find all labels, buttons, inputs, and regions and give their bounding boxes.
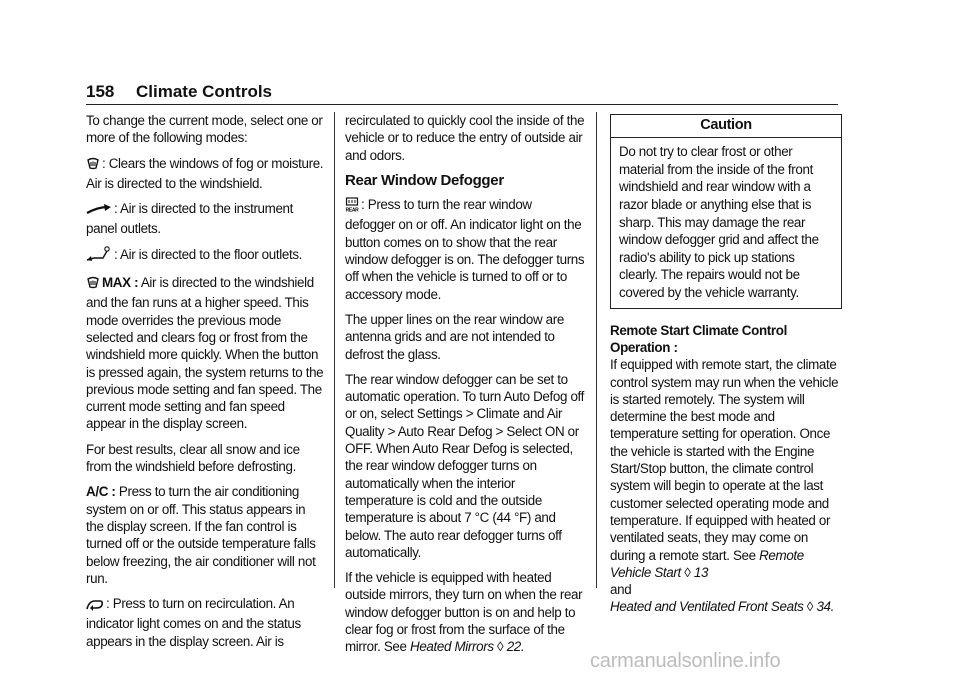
recirculation-text: : Press to turn on recirculation. An indicator light comes on and the status appears in the display screen. Air is [86,596,301,649]
heated-mirrors-link[interactable]: Heated Mirrors [410,639,494,655]
best-results-paragraph: For best results, clear all snow and ice from the windshield before defrosting. [86,441,300,475]
column-1 [86,112,326,658]
column-2 [345,112,585,664]
vent-mode-paragraph [86,200,326,238]
page-ref-icon: ◊ [684,564,691,580]
floor-arrow-icon [86,246,112,266]
heated-seats-link[interactable]: Heated and Ventilated Front Seats [610,599,804,615]
defrost-mode-text: : Clears the windows of fog or moisture. Air is directed to the windshield. [86,155,324,191]
heated-seats-page: 34. [816,599,835,615]
caution-box [610,114,842,309]
rear-defogger-icon [345,197,359,216]
heated-mirrors-page: 22. [506,639,525,655]
remote-start-paragraph [610,356,842,581]
antenna-note: The upper lines on the rear window are antenna grids and are not intended to defrost the glass. [345,311,564,362]
column-3 [610,112,842,616]
svg-text:REAR: REAR [345,207,359,213]
auto-defog-paragraph: The rear window defogger can be set to automatic operation. To turn Auto Defog off or on, select Settings > Climate and Air Quality > Auto Rear Defog > Select ON or OFF. When Auto Rear Defog is selected, the rear window defogger turns on automatically when the interior temperature is cold and the outside temperature is about 7 °C (44 °F) and below. The auto rear defogger turns off automatically. [345,371,585,560]
remote-vehicle-start-page: 13 [693,564,709,580]
remote-vehicle-start-link[interactable]: Remote Vehicle Start [610,547,804,580]
page-header [86,82,838,105]
caution-text: Do not try to clear frost or other material from the inside of the front windshield and rear window with a razor blade or anything else that is sharp. This may damage the rear window defogger grid and affect the radio's ability to pick up stations clearly. The repairs would not be covered by the vehicle warranty. [619,144,819,301]
defrost-icon [86,157,100,175]
ac-paragraph [86,483,326,587]
max-label: MAX : [102,275,139,291]
floor-mode-paragraph [86,246,326,266]
page-number: 158 [86,82,115,101]
ac-label: A/C : [86,484,116,500]
section-title: Climate Controls [136,82,273,101]
rear-defogger-heading: Rear Window Defogger [345,171,504,189]
page-ref-icon: ◊ [806,599,814,615]
max-mode-paragraph [86,274,326,433]
rear-defogger-text: : Press to turn the rear window defogger on or off. An indicator light on the button comes on to show that the rear window defogger is on. The defogger turns off when the vehicle is turned to off or to accessory mode. [345,197,585,302]
recirculation-icon [86,598,104,615]
page-ref-icon: ◊ [497,639,504,655]
max-text: Air is directed to the windshield and the fan runs at a higher speed. This mode overrides the previous mode selected and clears fog or frost from the windshield more quickly. When the button is pressed again, the system returns to the previous mode setting and fan speed. The current mode setting and fan speed appear in the display screen. [86,275,324,432]
recirculation-paragraph [86,595,326,650]
column-divider [596,112,597,588]
remote-start-heading: Remote Start Climate Control Operation : [610,322,787,355]
caution-title: Caution [611,115,841,138]
heated-seats-ref [610,598,842,615]
max-defrost-icon [86,276,100,294]
heated-mirrors-text: If the vehicle is equipped with heated outside mirrors, they turn on when the rear window defogger button is on and help to clear fog or frost from the surface of the mirror. See [345,570,583,655]
ac-text: Press to turn the air conditioning system on or off. This status appears in the display screen. If the fan control is turned off or the outside temperature falls below freezing, the air conditioner will not run. [86,484,316,586]
vent-mode-text: : Air is directed to the instrument panel outlets. [86,201,294,237]
intro-paragraph: To change the current mode, select one or more of the following modes: [86,113,323,146]
remote-start-text: If equipped with remote start, the climate control system may run when the vehicle is started remotely. The system will determine the best mode and temperature setting for operation. Once the vehicle is started with the Engine Start/Stop button, the climate control system will begin to operate at the last customer selected operating mode and temperature. If equipped with heated or ventilated seats, they may come on during a remote start. See [610,357,839,563]
vent-arrow-icon [86,203,112,220]
recirculation-continued: recirculated to quickly cool the inside of the vehicle or to reduce the entry of outside air and odors. [345,113,585,163]
floor-mode-text: : Air is directed to the floor outlets. [114,246,303,262]
rear-defogger-paragraph [345,196,585,303]
and-text: and [610,582,632,598]
watermark: carmanualsonline.info [590,650,781,672]
column-divider [334,112,335,588]
defrost-mode-paragraph [86,155,326,193]
heated-mirrors-paragraph [345,569,585,655]
